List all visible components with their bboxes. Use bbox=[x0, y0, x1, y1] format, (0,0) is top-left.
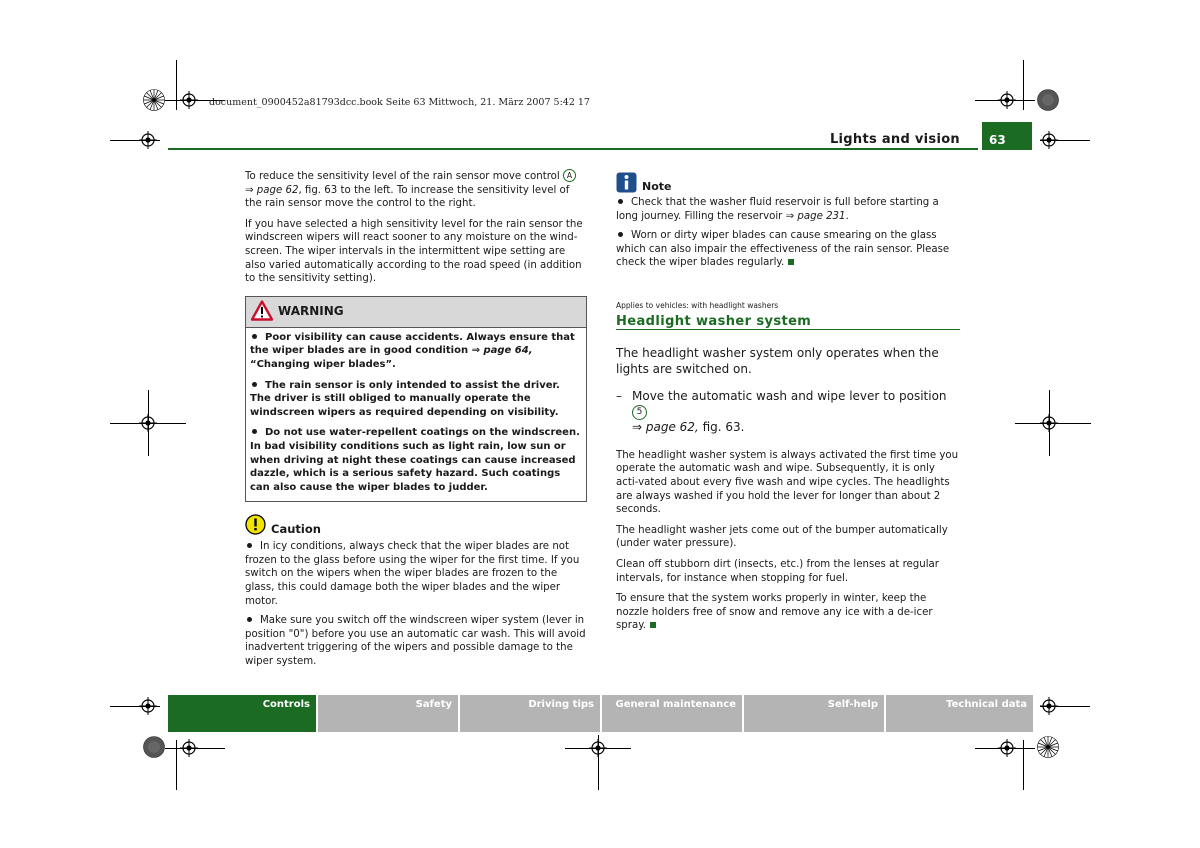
tab-safety[interactable]: Safety bbox=[318, 695, 458, 732]
warning-item: Do not use water-repellent coatings on the windscreen. In bad visibility conditions such as light rain, low sun or when driving at night these coatings can cause increased dazzle, which is a serious safety hazard. Such coatings can also cause the wiper blades to judder. bbox=[250, 427, 580, 493]
note-item: Worn or dirty wiper blades can cause smearing on the glass which can also impair the effectiveness of the rain sensor. Please check the wiper blades regularly. bbox=[616, 230, 950, 269]
gray-rosette-icon bbox=[1037, 89, 1059, 111]
paragraph: To ensure that the system works properly in winter, keep the nozzle holders free of snow and remove any ice with a de-icer spray. bbox=[616, 593, 933, 632]
registration-mark-icon bbox=[1040, 414, 1058, 432]
registration-mark-icon bbox=[180, 91, 198, 109]
warning-box bbox=[245, 296, 587, 503]
lead-paragraph: The headlight washer system only operates when the lights are switched on. bbox=[616, 346, 939, 376]
instruction-step: – Move the automatic wash and wipe lever to position 5 ⇒ page 62, fig. 63. bbox=[616, 388, 947, 435]
note-item: Check that the washer fluid reservoir is full before starting a long journey. Filling the reservoir ⇒ page 231. bbox=[616, 197, 939, 222]
body-text bbox=[616, 449, 960, 633]
paragraph: The headlight washer jets come out of the bumper automatically (under water pressure). bbox=[616, 524, 948, 550]
bullet-icon bbox=[247, 617, 252, 622]
page-header-title: Lights and vision bbox=[829, 132, 960, 147]
note-label: Note bbox=[642, 180, 672, 193]
caution-item: In icy conditions, always check that the wiper blades are not frozen to the glass before using the wiper for the first time. If you switch on the wipers when the wiper blades are frozen to the glass, this could damage both the wiper blades and the wiper motor. bbox=[245, 541, 580, 607]
print-info: document_0900452a81793dcc.book Seite 63 Mittwoch, 21. März 2007 5:42 17 bbox=[209, 97, 590, 108]
registration-mark-icon bbox=[998, 739, 1016, 757]
registration-mark-icon bbox=[998, 91, 1016, 109]
tab-general-maintenance[interactable]: General maintenance bbox=[602, 695, 742, 732]
registration-mark-icon bbox=[1040, 697, 1058, 715]
bullet-icon bbox=[252, 382, 257, 387]
registration-mark-icon bbox=[139, 414, 157, 432]
color-rosette-icon bbox=[1037, 736, 1059, 758]
tab-self-help[interactable]: Self-help bbox=[744, 695, 884, 732]
page-reference-link[interactable]: page 62 bbox=[256, 184, 299, 196]
registration-mark-icon bbox=[139, 131, 157, 149]
paragraph: If you have selected a high sensitivity level for the rain sensor the windscreen wipers will react sooner to any moisture on the wind-screen. The wiper intervals in the intermittent wipe setting are also varied automatically according to the road speed (in addition to the sensitivity setting). bbox=[245, 218, 583, 285]
tab-controls[interactable]: Controls bbox=[168, 695, 316, 732]
paragraph: To reduce the sensitivity level of the rain sensor move control A ⇒ page 62, fig. 63 to the left. To increase the sensitivity level of the rain sensor move the control to the right. bbox=[245, 169, 587, 211]
registration-mark-icon bbox=[180, 739, 198, 757]
caution-item: Make sure you switch off the windscreen wiper system (lever in position "0") before you use an automatic car wash. This will avoid inadvertent triggering of the wipers and possible damage to the wiper system. bbox=[245, 615, 586, 668]
right-column bbox=[616, 172, 960, 640]
control-marker-a: A bbox=[563, 169, 576, 182]
warning-item: The rain sensor is only intended to assist the driver. The driver is still obliged to manually operate the windscreen wipers as required depending on visibility. bbox=[250, 379, 560, 418]
page-reference-link[interactable]: page 62, bbox=[645, 420, 699, 435]
end-of-section-icon bbox=[788, 259, 794, 265]
page-reference-link[interactable]: page 64, bbox=[483, 345, 533, 357]
registration-mark-icon bbox=[1040, 131, 1058, 149]
left-column bbox=[245, 169, 587, 675]
bullet-icon bbox=[618, 199, 623, 204]
tab-technical-data[interactable]: Technical data bbox=[886, 695, 1033, 732]
color-rosette-icon bbox=[143, 89, 165, 111]
caution-exclamation-icon bbox=[245, 514, 266, 535]
warning-label: WARNING bbox=[278, 303, 344, 318]
section-title: Headlight washer system bbox=[616, 315, 960, 331]
bullet-icon bbox=[252, 429, 257, 434]
info-icon bbox=[616, 172, 637, 193]
page-number: 63 bbox=[982, 122, 1032, 150]
paragraph: Clean off stubborn dirt (insects, etc.) from the lenses at regular intervals, for instance when stopping for fuel. bbox=[616, 558, 939, 584]
warning-body bbox=[246, 328, 586, 495]
registration-mark-icon bbox=[589, 739, 607, 757]
header-rule bbox=[168, 148, 978, 150]
gray-rosette-icon bbox=[143, 736, 165, 758]
warning-triangle-icon bbox=[251, 300, 273, 321]
bullet-icon bbox=[618, 232, 623, 237]
bullet-icon bbox=[252, 334, 257, 339]
paragraph: The headlight washer system is always activated the first time you operate the automatic wash and wipe. Subsequently, it is only acti-vated about every five wash and wipe cycles. The headlights are always washed if you hold the lever for longer than about 2 seconds. bbox=[616, 449, 959, 516]
applies-to-note: Applies to vehicles: with headlight washers bbox=[616, 300, 779, 310]
tab-driving-tips[interactable]: Driving tips bbox=[460, 695, 600, 732]
bullet-icon bbox=[247, 543, 252, 548]
page-reference-link[interactable]: page 231 bbox=[797, 210, 846, 222]
warning-header bbox=[246, 297, 586, 328]
end-of-section-icon bbox=[650, 622, 656, 628]
registration-mark-icon bbox=[139, 697, 157, 715]
control-marker-5: 5 bbox=[632, 405, 647, 420]
chapter-tabs bbox=[168, 695, 1033, 732]
caution-label: Caution bbox=[271, 522, 321, 537]
caution-header bbox=[245, 514, 587, 540]
warning-item: Poor visibility can cause accidents. Always ensure that the wiper blades are in good condition ⇒ page 64, “Changing wiper blades”. bbox=[250, 331, 575, 370]
note-header bbox=[616, 172, 960, 196]
